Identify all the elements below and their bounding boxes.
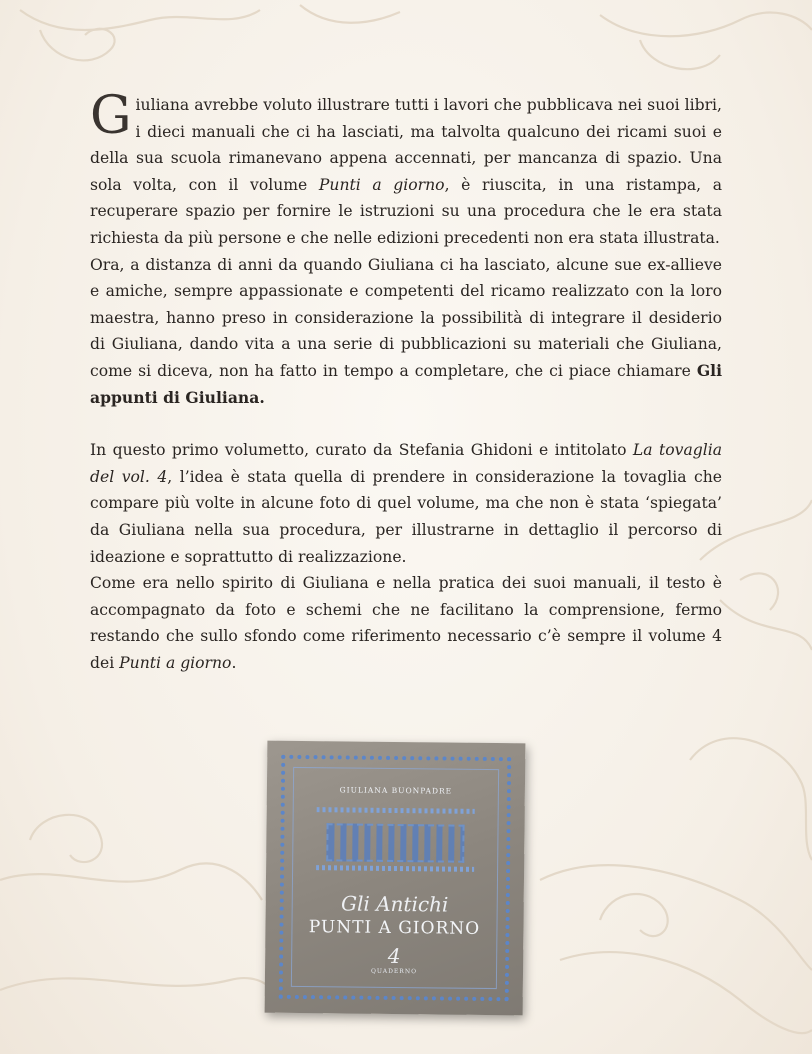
book-cover-image xyxy=(265,741,526,1016)
cover-author: GIULIANA BUONPADRE xyxy=(339,785,453,796)
cover-embroidery-band xyxy=(326,823,464,862)
paragraph-1 xyxy=(90,86,722,252)
drop-cap: G xyxy=(90,86,132,146)
paragraph-4-text: Come era nello spirito di Giuliana e nella pratica dei suoi manuali, il testo è accompagnato da foto e schemi che ne facilitano la comprensione, fermo restando che sullo sfondo come riferimento necessario c’è sempre il volume 4 dei xyxy=(90,574,722,672)
cover-volume-number: 4 xyxy=(387,943,401,969)
paragraph-4 xyxy=(90,570,722,676)
paragraph-2-text: Ora, a distanza di anni da quando Giuliana ci ha lasciato, alcune sue ex-allieve e amiche, sempre appassionate e competenti del ricamo realizzato con la loro maestra, hanno preso in considerazione la possibilità di integrare il desiderio di Giuliana, dando vita a una serie di pubblicazioni su materiali che Giuliana, come si diceva, non ha fatto in tempo a completare, che ci piace chiamare xyxy=(90,255,722,380)
paragraph-3 xyxy=(90,437,722,570)
paragraph-3-text: In questo primo volumetto, curato da Stefania Ghidoni e intitolato xyxy=(90,441,633,460)
cover-subtitle: QUADERNO xyxy=(370,967,418,976)
book-title-italic: Punti a giorno xyxy=(318,175,445,194)
book-title-italic-2: Punti a giorno xyxy=(119,653,232,672)
volume-title-italic: La tovaglia del vol. 4 xyxy=(90,441,722,486)
paragraph-1-text: iuliana avrebbe voluto illustrare tutti i lavori che pubblicava nei suoi libri, i dieci manuali che ci ha lasciati, ma talvolta qualcuno dei ricami suoi e della sua scuola rimanevano appena accennati, per mancanza di spazio. Una sola volta, con il volume xyxy=(90,96,722,194)
cover-title: PUNTI A GIORNO xyxy=(308,917,481,939)
body-text xyxy=(90,86,722,676)
paragraph-4-text-end: . xyxy=(231,653,237,672)
cover-script-title: Gli Antichi xyxy=(340,891,449,917)
paragraph-3-text-end: , l’idea è stata quella di prendere in considerazione la tovaglia che compare più volte in alcune foto di quel volume, ma che non è stata ‘spiegata’ da Giuliana nella sua procedura, per illustrarne in dettaglio il percorso di ideazione e soprattutto di realizzazione. xyxy=(90,467,722,566)
paragraph-1-text-end: , è riuscita, in una ristampa, a recuperare spazio per fornire le istruzioni su una procedura che le era stata richiesta da più persone e che nelle edizioni precedenti non era stata illustrata. xyxy=(90,175,722,247)
paragraph-2 xyxy=(90,252,722,412)
series-title-bold: Gli appunti di Giuliana. xyxy=(90,360,722,407)
